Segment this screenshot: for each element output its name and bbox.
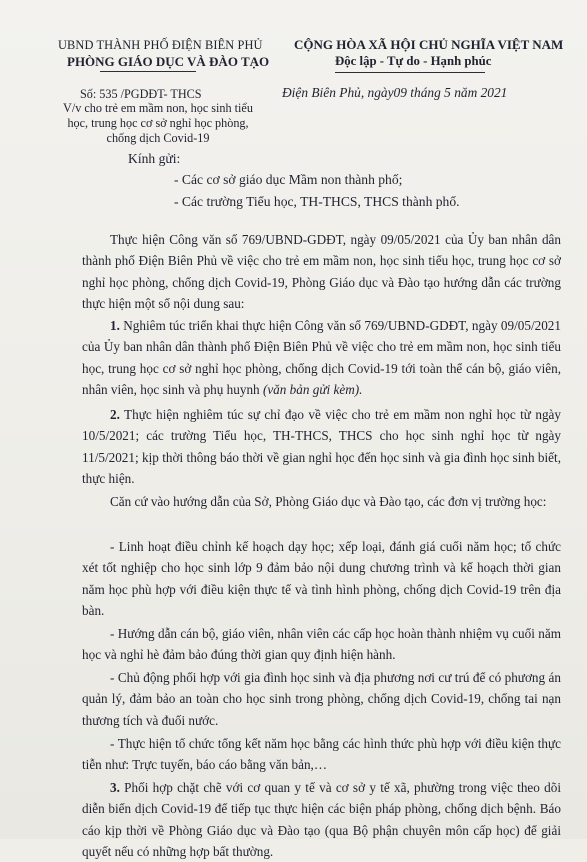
- national-motto: Độc lập - Tự do - Hạnh phúc: [335, 54, 492, 68]
- paragraph-item-2: [82, 404, 561, 489]
- issuing-authority: UBND THÀNH PHỐ ĐIỆN BIÊN PHỦ: [58, 38, 263, 52]
- basis-text: Căn cứ vào hướng dẫn của Sở, Phòng Giáo dục và Đào tạo, các đơn vị trường học:: [110, 494, 547, 509]
- document-date: Điện Biên Phủ, ngày09 tháng 5 năm 2021: [282, 85, 508, 100]
- paragraph-bullet-1: [82, 536, 561, 621]
- recipient-2: - Các trường Tiểu học, TH-THCS, THCS thành phố.: [174, 194, 460, 209]
- paragraph-bullet-2: [82, 623, 561, 666]
- document-number: Số: 535 /PGDĐT- THCS: [80, 87, 202, 101]
- document-subject: V/v cho trẻ em mầm non, học sinh tiểu học, trung học cơ sở nghỉ học phòng, chống dịch Covid-19: [63, 101, 253, 145]
- recipient-1: - Các cơ sở giáo dục Mầm non thành phố;: [174, 172, 403, 187]
- paragraph-bullet-3: [82, 667, 561, 731]
- national-title: CỘNG HÒA XÃ HỘI CHỦ NGHĨA VIỆT NAM: [294, 37, 564, 52]
- intro-text: Thực hiện Công văn số 769/UBND-GDĐT, ngày 09/05/2021 của Ủy ban nhân dân thành phố Điện Biên Phủ về việc cho trẻ em mầm non, học sinh tiểu học, trung học cơ sở nghỉ học phòng, chống dịch Covid-19, Phòng Giáo dục và Đào tạo hướng dẫn các trường thực hiện một số nội dung sau:: [82, 232, 561, 311]
- paragraph-intro: [82, 229, 561, 314]
- item-1-number: 1.: [110, 318, 120, 333]
- item-2-number: 2.: [110, 407, 120, 422]
- item-1-text: Nghiêm túc triển khai thực hiện Công văn số 769/UBND-GDĐT, ngày 09/05/2021 của Ủy ban nhân dân thành phố Điện Biên Phủ về việc cho trẻ em mầm non, học sinh tiểu học, trung học cơ sở nghỉ học phòng, chống dịch Covid-19 tới toàn thể cán bộ, giáo viên, nhân viên, học sinh và phụ huynh: [82, 318, 561, 397]
- header-underline-right: [335, 72, 485, 73]
- item-1-note: (văn bản gửi kèm).: [262, 381, 363, 397]
- bullet-2-text: - Hướng dẫn cán bộ, giáo viên, nhân viên các cấp học hoàn thành nhiệm vụ cuối năm học và nghỉ hè đảm bảo đúng thời gian quy định hiện hành.: [82, 626, 561, 663]
- header-underline-left: [100, 71, 196, 72]
- bullet-1-text: - Linh hoạt điều chỉnh kế hoạch dạy học; xếp loại, đánh giá cuối năm học; tổ chức xét tốt nghiệp cho học sinh lớp 9 đảm bảo nội dung chương trình và kế hoạch thời gian năm học phù hợp với điều kiện thực tế và tình hình phòng, chống dịch Covid-19 trên địa bàn.: [82, 539, 561, 618]
- paragraph-basis: [82, 491, 561, 512]
- issuing-department: PHÒNG GIÁO DỤC VÀ ĐÀO TẠO: [67, 54, 270, 69]
- bullet-4-text: - Thực hiện tổ chức tổng kết năm học bằng các hình thức phù hợp với điều kiện thực tiễn như: Trực tuyến, báo cáo bằng văn bản,…: [82, 736, 561, 773]
- paragraph-bullet-4: [82, 733, 561, 776]
- item-2-text: Thực hiện nghiêm túc sự chỉ đạo về việc cho trẻ em mầm non nghỉ học từ ngày 10/5/2021; các trường Tiểu học, TH-THCS, THCS cho học sinh nghỉ học từ ngày 11/5/2021; kịp thời thông báo thời về gian nghỉ học đến học sinh và gia đình học sinh biết, thực hiện.: [82, 407, 561, 486]
- item-3-number: 3.: [110, 780, 120, 795]
- greeting-label: Kính gửi:: [128, 151, 181, 166]
- bullet-3-text: - Chủ động phối hợp với gia đình học sinh và địa phương nơi cư trú để có phương án quản lý, đảm bảo an toàn cho học sinh trong phòng, chống dịch Covid-19, chống tai nạn thương tích và đuối nước.: [82, 670, 561, 728]
- item-3-text: Phối hợp chặt chẽ với cơ quan y tế và cơ sở y tế xã, phường trong việc theo dõi diễn biến dịch Covid-19 để tiếp tục thực hiện các biện pháp phòng, chống dịch bệnh. Báo cáo kịp thời về Phòng Giáo dục và Đào tạo (qua Bộ phận chuyên môn cấp học) để giải quyết nếu có những hợp bất thường.: [82, 780, 561, 859]
- paragraph-item-1: [82, 315, 561, 400]
- paragraph-item-3: [82, 777, 561, 862]
